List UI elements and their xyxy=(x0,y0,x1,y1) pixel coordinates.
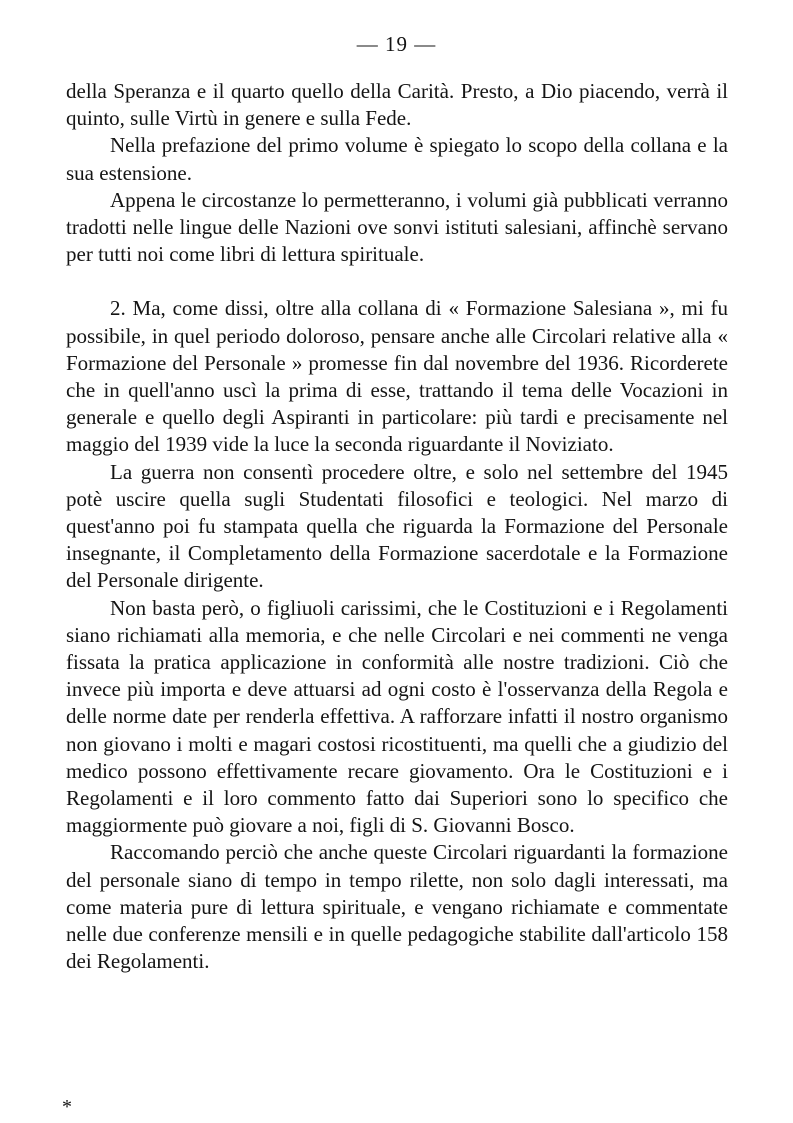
footer-asterisk: * xyxy=(62,1096,72,1118)
paragraph: La guerra non consentì procedere oltre, e solo nel settembre del 1945 potè uscire quella sugli Studentati filosofici e teologici. Nel marzo di quest'anno poi fu stampata quella che riguarda la Formazione del Personale insegnante, il Completamento della Formazione sacerdotale e la Formazione del Personale dirigente. xyxy=(66,459,728,593)
body-text xyxy=(66,78,728,976)
paragraph: Nella prefazione del primo volume è spiegato lo scopo della collana e la sua estensione. xyxy=(66,133,728,185)
paragraph: Appena le circostanze lo permetteranno, i volumi già pubblicati verranno tradotti nelle lingue delle Nazioni ove sonvi istituti salesiani, affinchè servano per tutti noi come libri di lettura spirituale. xyxy=(66,187,728,267)
page-number: — 19 — xyxy=(356,32,437,56)
paragraph: Non basta però, o figliuoli carissimi, che le Costituzioni e i Regolamenti siano richiamati alla memoria, e che nelle Circolari e nei commenti ne venga fissata la pratica applicazione in conformità alle nostre tradizioni. Ciò che invece più importa e deve attuarsi ad ogni costo è l'osservanza della Regola e delle norme date per renderla effettiva. A rafforzare infatti il nostro organismo non giovano i molti e magari costosi ricostituenti, ma quelli che a giudizio del medico possono effettivamente recare giovamento. Ora le Costituzioni e i Regolamenti e il loro commento fatto dai Superiori sono lo specifico che maggiormente può giovare a noi, figli di S. Giovanni Bosco. xyxy=(66,595,728,838)
paragraph: Raccomando perciò che anche queste Circolari riguardanti la formazione del personale siano di tempo in tempo rilette, non solo dagli interessati, ma come materia pure di lettura spirituale, e vengano richiamate e commentate nelle due conferenze mensili e in quelle pedagogiche stabilite dall'articolo 158 dei Regolamenti. xyxy=(66,840,728,974)
paragraph: 2. Ma, come dissi, oltre alla collana di « Formazione Salesiana », mi fu possibile, in quel periodo doloroso, pensare anche alle Circolari relative alla « Formazione del Personale » promesse fin dal novembre del 1936. Ricorderete che in quell'anno uscì la prima di esse, trattando il tema delle Vocazioni in generale e quello degli Aspiranti in particolare: più tardi e precisamente nel maggio del 1939 vide la luce la seconda riguardante il Noviziato. xyxy=(66,296,728,457)
section-gap xyxy=(66,268,728,295)
paragraph: della Speranza e il quarto quello della Carità. Presto, a Dio piacendo, verrà il quinto, sulle Virtù in genere e sulla Fede. xyxy=(66,79,728,131)
